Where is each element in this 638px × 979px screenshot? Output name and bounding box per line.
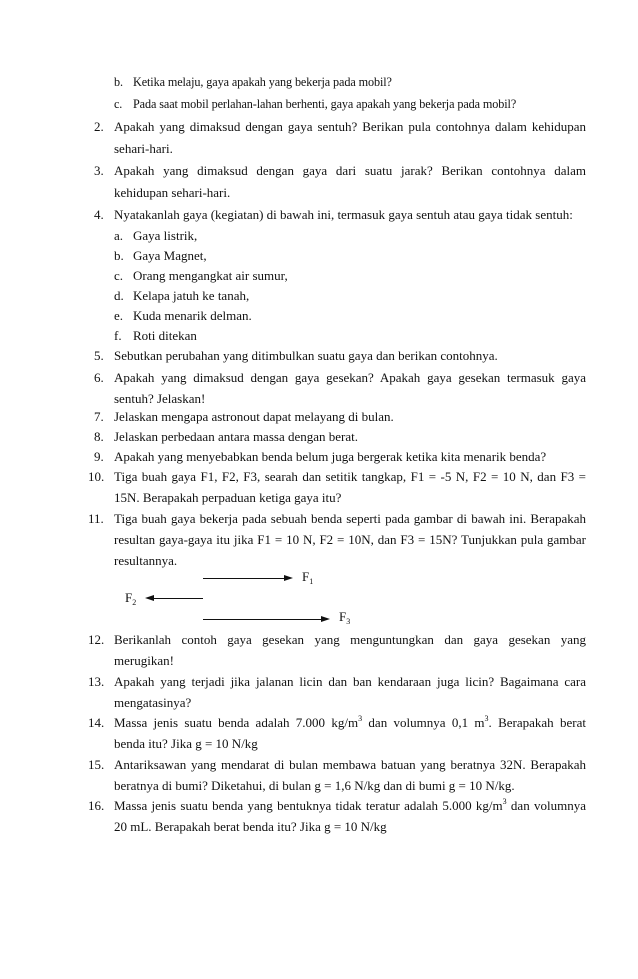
question-9-number: 9. (94, 449, 104, 464)
item1-sub-b-text: Ketika melaju, gaya apakah yang bekerja pada mobil? (133, 75, 392, 89)
question-3-number: 3. (94, 163, 104, 178)
question-10-number: 10. (88, 469, 105, 484)
question-7-text: Jelaskan mengapa astronout dapat melayang di bulan. (114, 409, 394, 424)
question-2-line-1: Apakah yang dimaksud dengan gaya sentuh? Berikan pula contohnya dalam kehidupan (114, 119, 586, 134)
question-8-number: 8. (94, 429, 104, 444)
f3-arrow-shaft (203, 619, 321, 620)
question-3-line-1: Apakah yang dimaksud dengan gaya dari suatu jarak? Berikan contohnya dalam (114, 163, 586, 178)
question-4-f-text: Roti ditekan (133, 328, 197, 343)
question-10-line-2: 15N. Berapakah perpaduan ketiga gaya itu? (114, 490, 342, 505)
f3-label: $F_3$ (339, 609, 351, 626)
question-14-line-1: Massa jenis suatu benda adalah 7.000 $kg/m^3$ dan volumnya 0,1 $m^3$. Berapakah berat (114, 714, 586, 730)
question-7-number: 7. (94, 409, 104, 424)
question-4-b-letter: b. (114, 248, 124, 263)
question-4-c-text: Orang mengangkat air sumur, (133, 268, 288, 283)
question-4-number: 4. (94, 207, 104, 222)
question-14-line-2: benda itu? Jika g = 10 N/kg (114, 736, 258, 751)
question-4-d-text: Kelapa jatuh ke tanah, (133, 288, 250, 303)
question-13-line-1: Apakah yang terjadi jika jalanan licin dan ban kendaraan juga licin? Bagaimana cara (114, 674, 586, 689)
question-15-line-2: beratnya di bumi? Diketahui, di bulan g = 1,6 N/kg dan di bumi g = 10 N/kg. (114, 778, 515, 793)
question-12-number: 12. (88, 632, 105, 647)
question-11-number: 11. (88, 511, 104, 526)
question-8-text: Jelaskan perbedaan antara massa dengan berat. (114, 429, 358, 444)
question-6-number: 6. (94, 370, 104, 385)
question-13-number: 13. (88, 674, 105, 689)
question-14-number: 14. (88, 715, 105, 730)
question-5-text: Sebutkan perubahan yang ditimbulkan suatu gaya dan berikan contohnya. (114, 348, 498, 363)
question-11-line-2: resultan gaya-gaya itu jika F1 = 10 N, F2 = 10N, dan F3 = 15N? Tunjukkan pula gambar (114, 532, 586, 547)
f2-arrow-shaft (154, 598, 203, 599)
f3-arrow-head (321, 616, 330, 622)
question-9-text: Apakah yang menyebabkan benda belum juga bergerak ketika kita menarik benda? (114, 449, 547, 464)
question-4-text: Nyatakanlah gaya (kegiatan) di bawah ini, termasuk gaya sentuh atau gaya tidak sentuh: (114, 207, 573, 222)
question-15-line-1: Antariksawan yang mendarat di bulan membawa batuan yang beratnya 32N. Berapakah (114, 757, 586, 772)
question-13-line-2: mengatasinya? (114, 695, 192, 710)
question-12-line-2: merugikan! (114, 653, 174, 668)
item1-sub-c-letter: c. (114, 97, 123, 111)
f1-label: $F_1$ (302, 569, 314, 586)
question-3-line-2: kehidupan sehari-hari. (114, 185, 231, 200)
question-11-line-1: Tiga buah gaya bekerja pada sebuah benda seperti pada gambar di bawah ini. Berapakah (114, 511, 586, 526)
item1-sub-c-text: Pada saat mobil perlahan-lahan berhenti, gaya apakah yang bekerja pada mobil? (133, 97, 517, 111)
question-15-number: 15. (88, 757, 105, 772)
question-4-e-text: Kuda menarik delman. (133, 308, 252, 323)
question-4-e-letter: e. (114, 308, 124, 323)
question-16-line-1: Massa jenis suatu benda yang bentuknya tidak teratur adalah 5.000 $kg/m^3$ dan volumnya (114, 797, 586, 813)
question-10-line-1: Tiga buah gaya F1, F2, F3, searah dan setitik tangkap, F1 = -5 N, F2 = 10 N, dan F3 = (114, 469, 586, 484)
question-2-line-2: sehari-hari. (114, 141, 173, 156)
question-4-a-text: Gaya listrik, (133, 228, 198, 243)
item1-sub-b-letter: b. (114, 75, 123, 89)
question-5-number: 5. (94, 348, 104, 363)
question-6-line-1: Apakah yang dimaksud dengan gaya gesekan? Apakah gaya gesekan termasuk gaya (114, 370, 586, 385)
f2-arrow-head (145, 595, 154, 601)
question-4-c-letter: c. (114, 268, 124, 283)
question-4-f-letter: f. (114, 328, 122, 343)
question-11-line-3: resultannya. (114, 553, 178, 568)
question-4-d-letter: d. (114, 288, 124, 303)
question-16-line-2: 20 mL. Berapakah berat benda itu? Jika g = 10 N/kg (114, 819, 387, 834)
question-6-line-2: sentuh? Jelaskan! (114, 391, 206, 406)
question-2-number: 2. (94, 119, 104, 134)
question-4-b-text: Gaya Magnet, (133, 248, 207, 263)
f1-arrow-head (284, 575, 293, 581)
f1-arrow-shaft (203, 578, 284, 579)
question-16-number: 16. (88, 798, 105, 813)
question-12-line-1: Berikanlah contoh gaya gesekan yang menguntungkan dan gaya gesekan yang (114, 632, 586, 647)
question-4-a-letter: a. (114, 228, 124, 243)
f2-label: $F_2$ (125, 590, 137, 607)
